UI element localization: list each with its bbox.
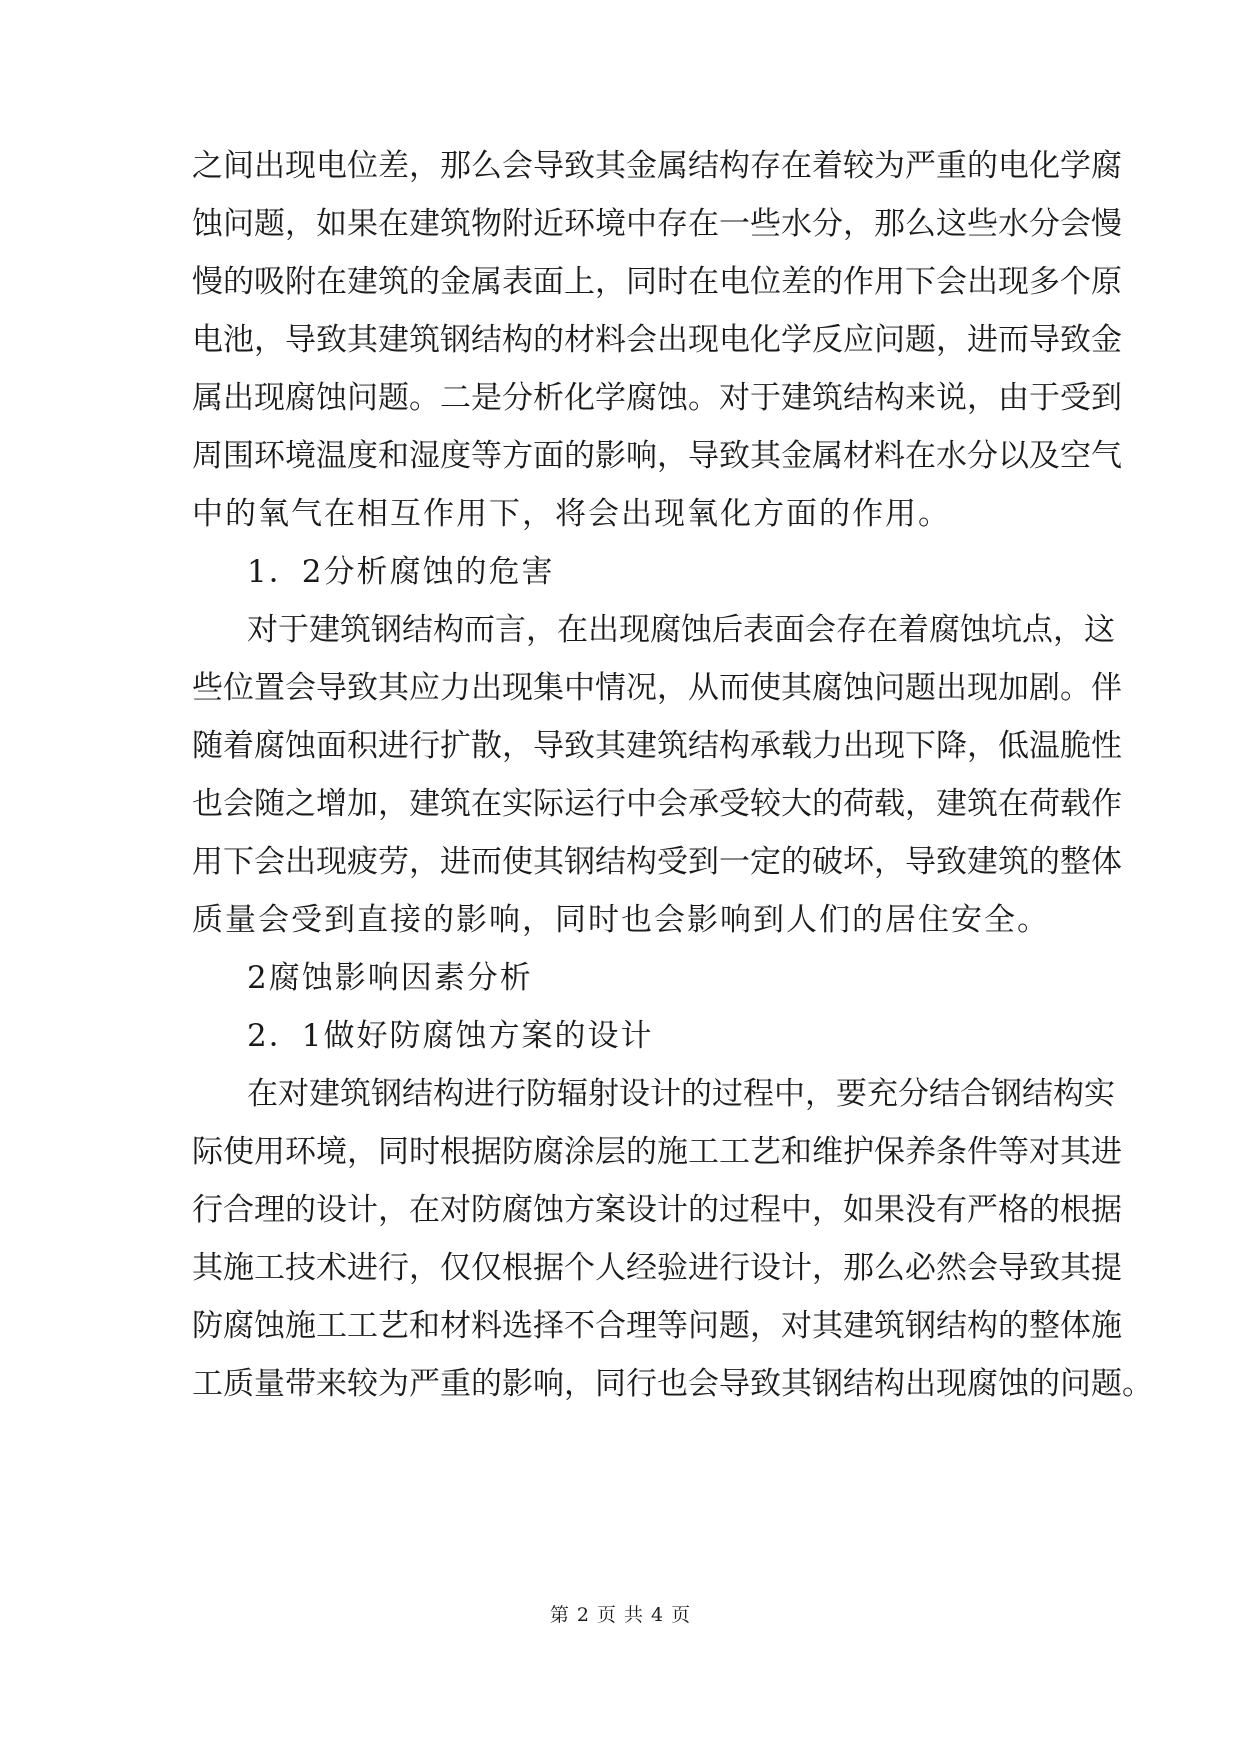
body-text-line: 中的氧气在相互作用下，将会出现氧化方面的作用。 — [192, 496, 951, 532]
body-text-line: 慢的吸附在建筑的金属表面上，同时在电位差的作用下会出现多个原 — [192, 264, 1122, 300]
body-text-line: 际使用环境，同时根据防腐涂层的施工工艺和维护保养条件等对其进 — [192, 1134, 1122, 1170]
body-text-line: 电池，导致其建筑钢结构的材料会出现电化学反应问题，进而导致金 — [192, 322, 1122, 358]
body-text-line: 在对建筑钢结构进行防辐射设计的过程中，要充分结合钢结构实 — [247, 1076, 1115, 1112]
body-text-line: 周围环境温度和湿度等方面的影响，导致其金属材料在水分以及空气 — [192, 438, 1122, 474]
body-text-line: 属出现腐蚀问题。二是分析化学腐蚀。对于建筑结构来说，由于受到 — [192, 380, 1122, 416]
body-text-line: 防腐蚀施工工艺和材料选择不合理等问题，对其建筑钢结构的整体施 — [192, 1308, 1122, 1344]
body-text-line: 些位置会导致其应力出现集中情况，从而使其腐蚀问题出现加剧。伴 — [192, 670, 1122, 706]
body-text-line: 也会随之增加，建筑在实际运行中会承受较大的荷载，建筑在荷载作 — [192, 786, 1122, 822]
page-footer: 第 2 页 共 4 页 — [549, 1604, 692, 1626]
body-text-line: 质量会受到直接的影响，同时也会影响到人们的居住安全。 — [192, 902, 1050, 938]
body-text-line: 对于建筑钢结构而言，在出现腐蚀后表面会存在着腐蚀坑点，这 — [247, 612, 1115, 648]
body-text-line: 之间出现电位差，那么会导致其金属结构存在着较为严重的电化学腐 — [192, 148, 1122, 184]
section-heading: 2．1做好防腐蚀方案的设计 — [247, 1018, 654, 1054]
body-text-line: 随着腐蚀面积进行扩散，导致其建筑结构承载力出现下降，低温脆性 — [192, 728, 1122, 764]
body-text-line: 行合理的设计，在对防腐蚀方案设计的过程中，如果没有严格的根据 — [192, 1192, 1122, 1228]
body-text-line: 蚀问题，如果在建筑物附近环境中存在一些水分，那么这些水分会慢 — [192, 206, 1122, 242]
body-text-line: 其施工技术进行，仅仅根据个人经验进行设计，那么必然会导致其提 — [192, 1250, 1122, 1286]
section-heading: 2腐蚀影响因素分析 — [247, 960, 533, 996]
body-text-line: 工质量带来较为严重的影响，同行也会导致其钢结构出现腐蚀的问题。 — [192, 1366, 1153, 1402]
body-text-line: 用下会出现疲劳，进而使其钢结构受到一定的破坏，导致建筑的整体 — [192, 844, 1122, 880]
section-heading: 1．2分析腐蚀的危害 — [247, 554, 555, 590]
